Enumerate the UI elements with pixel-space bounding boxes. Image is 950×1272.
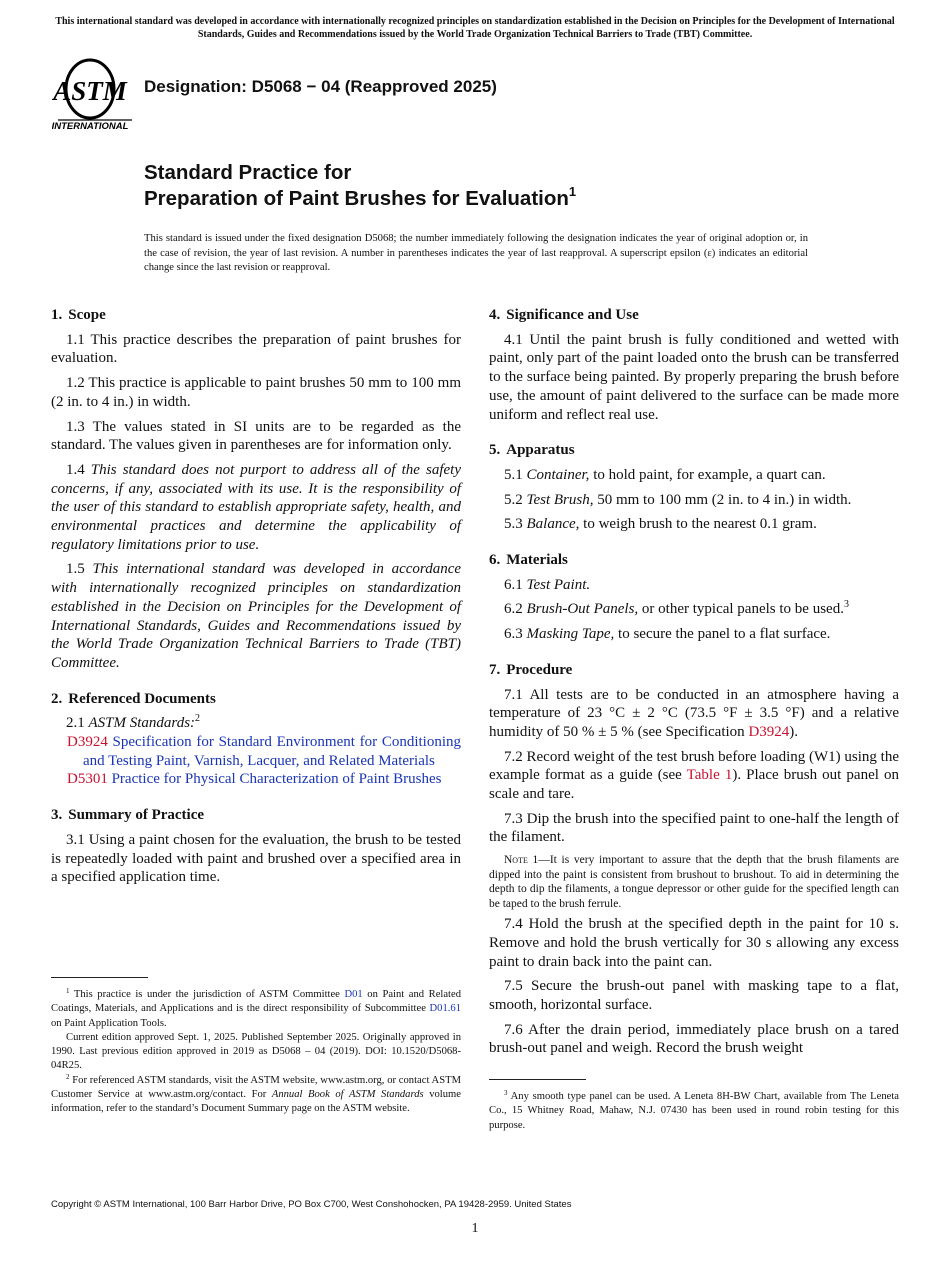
paragraph-text: ). Place brush out panel on scale and tare. [489,767,899,803]
paragraph-7-4: 7.4 Hold the brush at the specified depth in the paint for 10 s. Remove and hold the brush vertically for 30 s allowing any excess paint to drain back into the paint can. [489,916,899,970]
section-procedure [489,661,899,1058]
committee-link[interactable]: D01 [344,989,363,1000]
section-title: Materials [506,552,568,569]
paragraph-7-1 [489,686,899,742]
footnote-3 [489,1090,899,1133]
item-term: Masking Tape, [526,626,615,643]
apparatus-item [489,466,899,485]
paragraph-number: 6.1 [504,576,523,593]
title-main: Preparation of Paint Brushes for Evaluation [144,187,569,210]
footnote-text: For referenced ASTM standards, visit the ASTM website, www.astm.org, or contact ASTM Customer Service at www.astm.org/contact. For [51,1074,461,1101]
paragraph-7-2 [489,748,899,804]
paragraph-number: 5.3 [504,516,523,533]
paragraph-text: This international standard was developed in accordance with internationally recognized principles on standardization established in the Decision on Principles for the Development of International Standards, Guides and Recommendations issued by the World Trade Organization Technical Barriers to Trade (TBT) Committee. [51,561,462,671]
paragraph-1-4 [51,461,461,555]
section-title: Referenced Documents [68,690,216,707]
paragraph-number: 2.1 [66,715,85,732]
paragraph-4-1: 4.1 Until the paint brush is fully conditioned and wetted with paint, only part of the paint loaded onto the brush can be transferred to the surface being painted. By properly preparing the brush before use, the amount of paint delivered to the surface can be made more uniform and reflect real use. [489,331,899,423]
item-term: Test Brush, [526,491,594,508]
document-title [144,160,576,212]
footnote-text: Annual Book of ASTM Standards [271,1089,424,1101]
footnote-text: This practice is under the jurisdiction of ASTM Committee [69,989,345,1000]
paragraph-number: 1.4 [66,461,85,478]
apparatus-item [489,515,899,534]
svg-text:INTERNATIONAL: INTERNATIONAL [52,121,129,132]
section-referenced-documents [51,690,461,790]
footnote-number: 2 [66,1072,70,1081]
section-number: 6. [489,552,501,569]
section-title: Summary of Practice [68,807,205,824]
item-text: 50 mm to 100 mm (2 in. to 4 in.) in width. [593,491,852,508]
paragraph-text: ). [789,723,799,740]
reference-code-link[interactable]: D3924 [67,734,108,751]
page-number: 1 [471,1221,479,1236]
svg-text:ASTM: ASTM [53,76,127,106]
footnote-text: Any smooth type panel can be used. A Leneta 8H-BW Chart, available from The Leneta Co., 15 Whitney Road, Mahaw, N.J. 07430 has been used in round robin testing for this purpose. [489,1091,899,1131]
footnote-1-edition: Current edition approved Sept. 1, 2025. Published September 2025. Originally approved in 1990. Last previous edition approved in 2019 as D5068 – 04 (2019). DOI: 10.1520/D5068-04R25. [51,1031,461,1072]
paragraph-1-1: 1.1 This practice describes the preparation of paint brushes for evaluation. [51,331,461,367]
footnote-1 [51,988,461,1031]
issue-note: This standard is issued under the fixed designation D5068; the number immediately following the designation indicates the year of original adoption or, in the case of revision, the year of last revision. A number in parentheses indicates the year of last reapproval. A superscript epsilon (ε) indicates an editorial change since the last revision or reapproval. [144,233,808,274]
section-title: Apparatus [506,442,575,459]
materials-item [489,600,899,619]
item-text: to hold paint, for example, a quart can. [589,466,826,483]
section-materials [489,551,899,644]
paragraph-1-3: 1.3 The values stated in SI units are to be regarded as the standard. The values given in parentheses are for information only. [51,418,461,454]
section-heading [489,441,899,460]
astm-logo [52,56,136,132]
reference-item [51,770,461,789]
section-significance [489,306,899,424]
paragraph-1-2: 1.2 This practice is applicable to paint brushes 50 mm to 100 mm (2 in. to 4 in.) in width. [51,375,461,410]
materials-item [489,625,899,644]
paragraph-3-1: 3.1 Using a paint chosen for the evaluation, the brush to be tested is repeatedly loaded with paint and brushed over a specified area in a specified application time. [51,831,461,886]
section-number: 1. [51,307,63,323]
paragraph-number: 1.5 [66,561,85,578]
footnote-mark[interactable]: 2 [195,713,201,725]
item-term: Brush-Out Panels, [526,601,639,618]
title-line-1: Standard Practice for [144,161,352,184]
note-1 [489,853,899,911]
note-label: Note 1 [504,854,539,867]
section-title: Procedure [506,661,573,678]
astm-standards-subhead [66,714,461,733]
paragraph-text: 7.1 All tests are to be conducted in an atmosphere having a temperature of 23 °C ± 2 °C (73.5 °F ± 3.5 °F) and a relative humidity of 50 % ± 5 % (see Specification [489,686,899,740]
section-scope [51,306,461,673]
footnotes-left [51,988,461,1117]
reference-code-link[interactable]: D5301 [67,771,108,788]
reference-title-link[interactable]: Practice for Physical Characterization of Paint Brushes [111,771,442,788]
section-number: 2. [51,690,63,707]
top-notice: This international standard was developed in accordance with internationally recognized principles on standardization established in the Decision on Principles for the Development of International Standards, Guides and Recommendations issued by the World Trade Organization Technical Barriers to Trade (TBT) Committee. [55,16,895,40]
note-text: —It is very important to assure that the depth that the brush filaments are dipped into the paint is consistent from brushout to brushout. To aid in determining the depth to dip the filaments, a tongue depressor or other guide for the specified length can be taped to the brush ferrule. [489,854,899,910]
paragraph-number: 5.2 [504,491,523,508]
paragraph-1-5 [51,560,461,672]
item-term: Test Paint. [526,576,591,593]
subhead-text: ASTM Standards: [88,715,196,732]
item-term: Container, [526,466,590,483]
title-line-2 [144,186,576,212]
footnote-text: on Paint and Related Coatings, Materials, and Applications and is the direct responsibility of Subcommittee [51,989,462,1015]
item-text: to secure the panel to a flat surface. [614,626,831,643]
section-heading [489,661,899,680]
section-number: 5. [489,442,501,459]
copyright-footer: Copyright © ASTM International, 100 Barr Harbor Drive, PO Box C700, West Conshohocken, PA 19428-2959. United States [51,1199,572,1210]
footnote-divider [489,1079,586,1080]
footnotes-right [489,1090,899,1133]
paragraph-number: 5.1 [504,466,523,483]
apparatus-item [489,491,899,510]
section-number: 7. [489,661,501,678]
materials-item [489,576,899,595]
paragraph-7-3: 7.3 Dip the brush into the specified paint to one-half the length of the filament. [489,810,899,846]
section-heading [51,306,461,325]
title-footnote-mark[interactable]: 1 [568,184,577,199]
footnote-number: 1 [66,987,70,995]
section-heading [489,306,899,325]
section-heading [51,806,461,825]
section-heading [489,551,899,570]
item-term: Balance, [526,516,580,533]
section-heading [51,690,461,709]
left-column [51,306,461,904]
footnote-text: on Paint Application Tools. [51,1017,167,1029]
paragraph-7-5: 7.5 Secure the brush-out panel with masking tape to a flat, smooth, horizontal surface. [489,978,899,1013]
subcommittee-link[interactable]: D01.61 [429,1003,461,1015]
item-text: to weigh brush to the nearest 0.1 gram. [579,516,817,533]
section-number: 3. [51,807,63,824]
section-title: Scope [68,307,106,323]
section-number: 4. [489,307,501,323]
paragraph-7-6: 7.6 After the drain period, immediately place brush on a tared brush-out panel and weigh. Record the brush weight [489,1021,899,1057]
footnote-2 [51,1074,461,1117]
item-text: or other typical panels to be used. [638,601,844,618]
paragraph-text: 7.2 Record weight of the test brush before loading (W1) using the example format as a guide (see [489,748,899,784]
footnote-text: volume information, refer to the standard’s Document Summary page on the ASTM website. [51,1089,461,1115]
section-apparatus [489,441,899,534]
designation: Designation: D5068 − 04 (Reapproved 2025) [144,77,497,96]
paragraph-text: This standard does not purport to address all of the safety concerns, if any, associated with its use. It is the responsibility of the user of this standard to establish appropriate safety, health, and environmental practices and determine the applicability of regulatory limitations prior to use. [51,461,461,553]
right-column [489,306,899,1064]
reference-item [51,733,461,770]
reference-title-link[interactable]: Specification for Standard Environment for Conditioning and Testing Paint, Varnish, Lacquer, and Related Materials [83,734,461,769]
section-title: Significance and Use [506,307,639,323]
footnote-mark[interactable]: 3 [843,599,849,611]
table-1-link[interactable]: Table 1 [686,767,733,784]
paragraph-number: 6.2 [504,601,523,618]
section-summary [51,806,461,887]
d3924-link[interactable]: D3924 [748,723,790,740]
paragraph-number: 6.3 [504,626,523,643]
footnote-number: 3 [504,1089,508,1097]
footnote-divider [51,977,148,978]
